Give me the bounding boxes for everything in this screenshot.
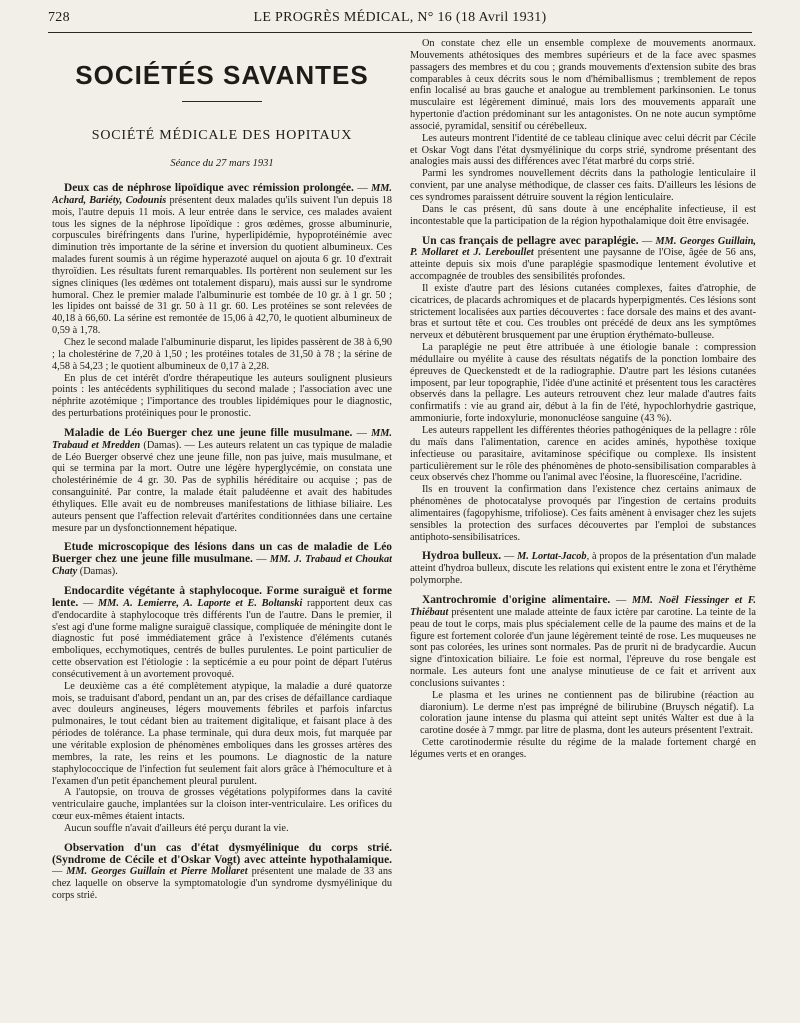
- article-paragraph: Les auteurs rappellent les différentes théories pathogéniques de la pellagre : rôle du maïs dans l'alimentation, carence en acides aminés, hypothèse toxique infectieuse ou parasitaire, avitaminose spécifique ou complexe. Ils insistent particulièrement sur le rôle des phénomènes de photo-sensibilisation comparables à ceux observés chez l'homme ou l'animal avec l'éosine, la fluorescéine, l'acridine.: [410, 425, 756, 484]
- header-rule: [48, 32, 752, 33]
- article-paragraph: Chez le second malade l'albuminurie disparut, les lipides passèrent de 38 à 6,90 ; la cholestérine de 7,20 à 1,50 ; les protéines totales de 31,50 à 78 ; la sérine de 4,58 à 54,23 ; le quotient albumineux de 0,17 à 2,28.: [52, 336, 392, 372]
- article-paragraph: Cette carotinodermie résulte du régime de la malade fortement chargé en légumes verts et en oranges.: [410, 737, 756, 760]
- article-authors: MM. Noël Fiessinger et F. Thiébaut: [410, 594, 756, 618]
- article-endocardite: Endocardite végétante à staphylocoque. Forme suraiguë et forme lente. — MM. A. Lemierre, A. Laporte et E. Boltanski rapportent deux cas d'endocardite à staphylocoque très différents l'un de l'autre. Dans le premier, il s'est agi d'une forme maligne suraiguë classique, compliquée de méningite dont le diagnostic fut posé immédiatement grâce à l'existence d'éléments cutanés emboliques, ecchymotiques, centrés de bulles purulentes. Le point particulier de cette observation est l'étiologie : la septicémie a eu pour point de départ l'utérus consécutivement à un avortement provoqué. Le deuxième cas a été complètement atypique, la maladie a duré quatorze mois, se traduisant d'abord, pendant un an, par des crises de défaillance cardiaque avec douleurs angineuses, légers mouvements fébriles et parfois infarctus pulmonaires, le tout cédant bien au traitement digitalique, et faisant place à des périodes de tolérance. La phase terminale, qui dura deux mois, fut marquée par une véritable explosion de phénomènes emboliques dans les grosses artères des membres, la rate, les reins et les poumons. Le diagnostic de la nature staphylococcique de l'infection fut seulement fait alors grâce à l'hémoculture et à l'examen d'un petit épanchement pleural purulent. A l'autopsie, on trouva de grosses végétations polypiformes dans la cavité ventriculaire gauche, implantées sur la cloison inter-ventriculaire. Les orifices du cœur eux-mêmes étaient intacts. Aucun souffle n'avait d'ailleurs été perçu durant la vie.: [52, 585, 392, 834]
- article-authors: MM. A. Lemierre, A. Laporte et E. Boltanski: [98, 597, 303, 609]
- article-title: Hydroa bulleux.: [422, 550, 502, 563]
- article-buerger: Maladie de Léo Buerger chez une jeune fille musulmane. — MM. Trabaud et Mredden (Damas). — Les auteurs relatent un cas typique de maladie de Léo Buerger observé chez une jeune fille, non pas juive, mais musulmane, et qui se termina par la mort. Outre une légère hyperglycémie, on constata une cholestérinémie de 4 gr. 30. Pas de syphilis héréditaire ou acquise ; pas de consanguinité. Par contre, la malade était paludéenne et avait des habitudes éthyliques. Elle avait eu de nombreuses manifestations de lithiase biliaire. Les auteurs pensent que l'affection relevait d'artérites conditionnées dans une certaine mesure par un dysfonctionnement hépatique.: [52, 426, 392, 534]
- article-pellagre: Un cas français de pellagre avec paraplégie. — MM. Georges Guillain, P. Mollaret et J. Lereboullet présentent une paysanne de l'Oise, âgée de 56 ans, atteinte depuis six mois d'une paraplégie spasmodique lentement évolutive et accompagnée de troubles des sensibilités profondes. Il existe d'autre part des lésions cutanées complexes, faites d'atrophie, de cicatrices, de placards achromiques et de placards hyperpigmentés. Ces lésions sont strictement localisées aux parties découvertes : face dorsale des mains et des avant-bras et surtout tête et cou. Ces troubles ont précédé de deux ans les symptômes nerveux et débutèrent brusquement par une éruption érythémato-bulleuse. La paraplégie ne peut être attribuée à une étiologie banale : compression médullaire ou myélite à cause des résultats négatifs de la ponction lombaire des épreuves de Queckenstedt et de la radiographie. D'autre part les lésions cutanées imposent, par leur topographie, l'idée d'une actinité et présentent tous les caractères observés dans la pellagre. Les auteurs retrouvent chez leur malade d'autres faits confirmatifs : vie au grand air, début à la fin de l'été, hypochlorhydrie gastrique, ammoniurie, forte indoxylurie, mononucléose sanguine (43 %). Les auteurs rappellent les différentes théories pathogéniques de la pellagre : rôle du maïs dans l'alimentation, carence en acides aminés, hypothèse toxique infectieuse ou parasitaire, avitaminose spécifique ou complexe. Ils insistent particulièrement sur le rôle des phénomènes de photo-sensibilisation comparables à ceux observés chez l'homme ou l'animal avec l'éosine, la fluorescéine, l'acridine. Ils en trouvent la confirmation dans l'existence chez certains animaux de phénomènes de photocatalyse provoqués par l'ingestion de certains produits alimentaires (fagopyhisme, trifoliose). Ces faits amènent à envisager chez les sujets sensibles la protection des surfaces découvertes par l'emploi de substances antiphoto-sensibilisatrices.: [410, 234, 756, 543]
- article-body: présentent une malade atteinte de faux ictère par carotine. La teinte de la peau de tout le corps, mais plus spécialement celle de la paume des mains et de la figure est fortement colorée d'un jaune légèrement teinté de rose. Les muqueuses ne sont pas colorées, les urines sont normales. Pas de prurit ni de bradycardie. Aucun signe d'intoxication biliaire. Le foie est normal, l'épreuve du rose bengale est normale. Les auteurs font une analyse minutieuse de ce fait et arrivent aux conclusions suivantes :: [410, 606, 756, 689]
- running-header: [48, 10, 752, 30]
- article-paragraph: Parmi les syndromes nouvellement décrits dans la pathologie lenticulaire il convient, par une analyse méthodique, de classer ces faits. D'ailleurs les lésions de ces syndromes paraissent détruire souvent la région lenticulaire.: [410, 168, 756, 203]
- article-paragraph: A l'autopsie, on trouva de grosses végétations polypiformes dans la cavité ventriculaire gauche, implantées sur la cloison inter-ventriculaire. Les orifices du cœur eux-mêmes étaient intacts.: [52, 787, 392, 823]
- left-column: [52, 38, 392, 1018]
- article-body: présentent deux malades qu'ils suivent l'un depuis 18 mois, l'autre depuis 11 mois. A leur entrée dans le service, ces malades avaient tous les signes de la néphrose lipoïdique : gros œdèmes, grosse albuminurie, corpuscules biréfringents dans l'urine, hyperlipidémie, hypoprotéinémie avec diminution très importante de la sérine et inversion du quotient albumineux. Ces malades furent soumis à un régime hyperazoté auquel on ajouta 6 gr. 10 d'extrait thyroïdien. Les résultats furent remarquables. Ils portèrent non seulement sur les signes cliniques (les œdèmes ont totalement disparu), mais aussi sur le syndrome humoral. Chez le premier malade l'albuminurie est tombée de 10 gr. à 1 gr. 50 ; les lipides ont baissé de 31 gr. 50 à 11 gr. 60. Les protéines se sont relevées de 40,18 à 66,60. La sérine est remontée de 15,06 à 42,70, le quotient albumineux de 0,59 à 1,78.: [52, 194, 392, 337]
- article-title: Observation d'un cas d'état dysmyélinique du corps strié. (Syndrome de Cécile et d'Oskar Vogt) avec atteinte hypothalamique.: [52, 841, 392, 866]
- article-paragraph: On constate chez elle un ensemble complexe de mouvements anormaux. Mouvements athétosiques des membres supérieurs et de la face avec spasmes passagers des membres et du cou ; grands mouvements d'extension subite des bras comparables à ceux décrits sous le nom d'hémiballismus ; tremblement de repos enfin localisé au bras gauche et analogue au tremblement parkinsonien. Le tonus musculaire est légèrement diminué, mais lors des mouvements apparaît une hypertonie d'action prédominant sur les antagonistes. On ne note aucun symptôme associé, pyramidal, sensitif ou cérébelleux.: [410, 38, 756, 132]
- running-title: LE PROGRÈS MÉDICAL, N° 16 (18 Avril 1931): [253, 10, 547, 25]
- article-paragraph: Ils en trouvent la confirmation dans l'existence chez certains animaux de phénomènes de photocatalyse provoqués par l'ingestion de certains produits alimentaires (fagopyhisme, trifoliose). Ces faits amènent à envisager chez les sujets sensibles la protection des surfaces découvertes par l'emploi de substances antiphoto-sensibilisatrices.: [410, 484, 756, 543]
- article-authors: MM. Achard, Bariéty, Codounis: [52, 183, 392, 206]
- article-paragraph: Les auteurs montrent l'identité de ce tableau clinique avec celui décrit par Cécile et Oskar Vogt dans l'état dysmyélinique du corps strié, syndrome présentant des analogies mais aussi des différences avec l'état marbré du corps strié.: [410, 132, 756, 168]
- article-authors: MM. Georges Guillain et Pierre Mollaret: [66, 866, 248, 878]
- article-authors: MM. Trabaud et Mredden: [52, 427, 392, 451]
- page-number: 728: [48, 10, 70, 25]
- article-title: Endocardite végétante à staphylocoque. Forme suraiguë et forme lente.: [52, 585, 392, 609]
- article-authors: M. Lortat-Jacob: [517, 551, 587, 563]
- right-column: [410, 38, 756, 998]
- article-body: présentent une paysanne de l'Oise, âgée de 56 ans, atteinte depuis six mois d'une paraplégie spasmodique lentement évolutive et accompagnée de troubles des sensibilités profondes.: [410, 247, 756, 283]
- article-body: rapportent deux cas d'endocardite à staphylocoque très différents l'un de l'autre. Dans le premier, il s'est agi d'une forme maligne suraiguë classique, compliquée de méningite dont le diagnostic fut posé immédiatement grâce à l'existence d'éléments cutanés emboliques, ecchymotiques, centrés de bulles purulentes. Le point particulier de cette observation est l'étiologie : la septicémie a eu pour point de départ l'utérus consécutivement à un avortement provoqué.: [52, 597, 392, 680]
- article-dysmyelinique: Observation d'un cas d'état dysmyélinique du corps strié. (Syndrome de Cécile et d'Oskar Vogt) avec atteinte hypothalamique. — MM. Georges Guillain et Pierre Mollaret présentent une malade de 33 ans chez laquelle on observe la symptomatologie d'un syndrome dysmyélinique du corps strié.: [52, 841, 392, 902]
- article-authors: MM. J. Trabaud et Choukat Chaty: [52, 554, 392, 578]
- article-title: Deux cas de néphrose lipoïdique avec rémission prolongée.: [64, 182, 354, 194]
- article-body: présentent une malade de 33 ans chez laquelle on observe la symptomatologie d'un syndrome dysmyélinique du corps strié.: [52, 866, 392, 902]
- article-paragraph: Aucun souffle n'avait d'ailleurs été perçu durant la vie.: [64, 822, 289, 834]
- article-title: Un cas français de pellagre avec paraplégie.: [422, 234, 639, 247]
- article-paragraph: Le deuxième cas a été complètement atypique, la maladie a duré quatorze mois, se traduisant d'abord, pendant un an, par des crises de défaillance cardiaque avec douleurs angineuses, légers mouvements fébriles et parfois infarctus pulmonaires, le tout cédant bien au traitement digitalique, et faisant place à des périodes de tolérance. La phase terminale, qui dura deux mois, fut marquée par une véritable explosion de phénomènes emboliques dans les grosses artères des membres, la rate, les reins et les poumons. Le diagnostic de la nature staphylococcique de l'infection fut seulement fait alors grâce à l'hémoculture et à l'examen d'un petit épanchement pleural purulent.: [52, 680, 392, 787]
- section-title: SOCIÉTÉS SAVANTES: [75, 60, 369, 90]
- article-paragraph: Dans le cas présent, dû sans doute à une encéphalite infectieuse, il est incontestable que la participation de la région hypothalamique doit être envisagée.: [410, 203, 756, 227]
- article-dysmyelinique-continued: [410, 38, 756, 228]
- society-heading: SOCIÉTÉ MÉDICALE DES HOPITAUX: [91, 128, 353, 143]
- article-xantrochromie: Xantrochromie d'origine alimentaire. — MM. Noël Fiessinger et F. Thiébaut présentent une malade atteinte de faux ictère par carotine. La teinte de la peau de tout le corps, mais plus spécialement celle de la paume des mains et de la figure est fortement colorée d'un jaune légèrement teinté de rose. Les muqueuses ne sont pas colorées, les urines sont normales. Pas de prurit ni de bradycardie. Aucun signe d'intoxication biliaire. Le foie est normal, l'épreuve du rose bengale est normale. Les auteurs font une analyse minutieuse de ce fait et arrivent aux conclusions suivantes : Le plasma et les urines ne contiennent pas de bilirubine (réaction au diaronium). Le derme n'est pas imprégné de bilirubine (Bruysch négatif). La coloration jaune intense du plasma qui atteint sept unités Walter est due à la carotine dosée à 7 mmgr. par litre de plasma, dont les auteurs présentent l'extrait. Cette carotinodermie résulte du régime de la malade fortement chargé en légumes verts et en oranges.: [410, 593, 756, 760]
- article-hydroa: Hydroa bulleux. — M. Lortat-Jacob, à propos de la présentation d'un malade atteint d'hydroa bulleux, discute les relations qui existent entre le zona et l'érythème polymorphe.: [410, 550, 756, 587]
- section-divider: [182, 101, 262, 102]
- article-authors: MM. Georges Guillain, P. Mollaret et J. Lereboullet: [410, 235, 756, 259]
- article-body: (Damas). — Les auteurs relatent un cas typique de maladie de Léo Buerger observé chez une jeune fille, non pas juive, mais musulmane, et qui se termina par la mort. Outre une légère hyperglycémie, on constata une cholestérinémie de 4 gr. 30. Pas de syphilis héréditaire ou acquise ; pas de consanguinité. Par contre, la malade était paludéenne et avait des habitudes éthyliques. Elle avait eu de nombreuses manifestations de lithiase biliaire. Les auteurs pensent que l'affection relevait d'artérites conditionnées dans une certaine mesure par un dysfonctionnement hépatique.: [52, 439, 392, 534]
- article-body: , à propos de la présentation d'un malade atteint d'hydroa bulleux, discute les relations qui existent entre le zona et l'érythème polymorphe.: [410, 551, 756, 587]
- article-nephrose: Deux cas de néphrose lipoïdique avec rémission prolongée. — MM. Achard, Bariéty, Codounis présentent deux malades qu'ils suivent l'un depuis 18 mois, l'autre depuis 11 mois. A leur entrée dans le service, ces malades avaient tous les signes de la néphrose lipoïdique : gros œdèmes, grosse albuminurie, corpuscules biréfringents dans l'urine, hyperlipidémie, hypoprotéinémie avec diminution très importante de la sérine et inversion du quotient albumineux. Ces malades furent soumis à un régime hyperazoté auquel on ajouta 6 gr. 10 d'extrait thyroïdien. Les résultats furent remarquables. Ils portèrent non seulement sur les signes cliniques (les œdèmes ont totalement disparu), mais aussi sur le syndrome humoral. Chez le premier malade l'albuminurie est tombée de 10 gr. à 1 gr. 50 ; les lipides ont baissé de 31 gr. 50 à 11 gr. 60. Les protéines se sont relevées de 40,18 à 66,60. La sérine est remontée de 15,06 à 42,70, le quotient albumineux de 0,59 à 1,78. Chez le second malade l'albuminurie disparut, les lipides passèrent de 38 à 6,90 ; la cholestérine de 7,20 à 1,50 ; les protéines totales de 31,50 à 78 ; la sérine de 4,58 à 54,23 ; le quotient albumineux de 0,17 à 2,28. En plus de cet intérêt d'ordre thérapeutique les auteurs soulignent plusieurs points : les antécédents syphilitiques du second malade ; l'association avec une néphrite azotémique ; l'importance des troubles lipidémiques pour le diagnostic, des perturbations protéiniques pour le pronostic.: [52, 182, 392, 420]
- article-title: Etude microscopique des lésions dans un cas de maladie de Léo Buerger chez une jeune fille musulmane.: [52, 541, 392, 566]
- article-title: Xantrochromie d'origine alimentaire.: [422, 593, 611, 606]
- article-paragraph: La paraplégie ne peut être attribuée à une étiologie banale : compression médullaire ou myélite à cause des résultats négatifs de la ponction lombaire des épreuves de Queckenstedt et de la radiographie. D'autre part les lésions cutanées imposent, par leur topographie, l'idée d'une actinité et présentent tous les caractères observés dans la pellagre. Les auteurs retrouvent chez leur malade d'autres faits confirmatifs : vie au grand air, début à la fin de l'été, hypochlorhydrie gastrique, ammoniurie, forte indoxylurie, mononucléose sanguine (43 %).: [410, 342, 756, 425]
- article-title: Maladie de Léo Buerger chez une jeune fille musulmane.: [64, 426, 353, 439]
- session-date: Séance du 27 mars 1931: [170, 158, 274, 169]
- article-buerger-microscopique: Etude microscopique des lésions dans un cas de maladie de Léo Buerger chez une jeune fille musulmane. — MM. J. Trabaud et Choukat Chaty (Damas).: [52, 541, 392, 578]
- article-conclusion: Le plasma et les urines ne contiennent pas de bilirubine (réaction au diaronium). Le derme n'est pas imprégné de bilirubine (Bruysch négatif). La coloration jaune intense du plasma qui atteint sept unités Walter est due à la carotine dosée à 7 mmgr. par litre de plasma, dont les auteurs présentent l'extrait.: [420, 689, 754, 737]
- article-body: (Damas).: [77, 566, 118, 578]
- article-paragraph: Il existe d'autre part des lésions cutanées complexes, faites d'atrophie, de cicatrices, de placards achromiques et de placards hyperpigmentés. Ces lésions sont strictement localisées aux parties découvertes : face dorsale des mains et des avant-bras et surtout tête et cou. Ces troubles ont précédé de deux ans les symptômes nerveux et débutèrent brusquement par une éruption érythémato-bulleuse.: [410, 282, 756, 342]
- article-paragraph: En plus de cet intérêt d'ordre thérapeutique les auteurs soulignent plusieurs points : les antécédents syphilitiques du second malade ; l'association avec une néphrite azotémique ; l'importance des troubles lipidémiques pour le diagnostic, des perturbations protéiniques pour le pronostic.: [52, 372, 392, 420]
